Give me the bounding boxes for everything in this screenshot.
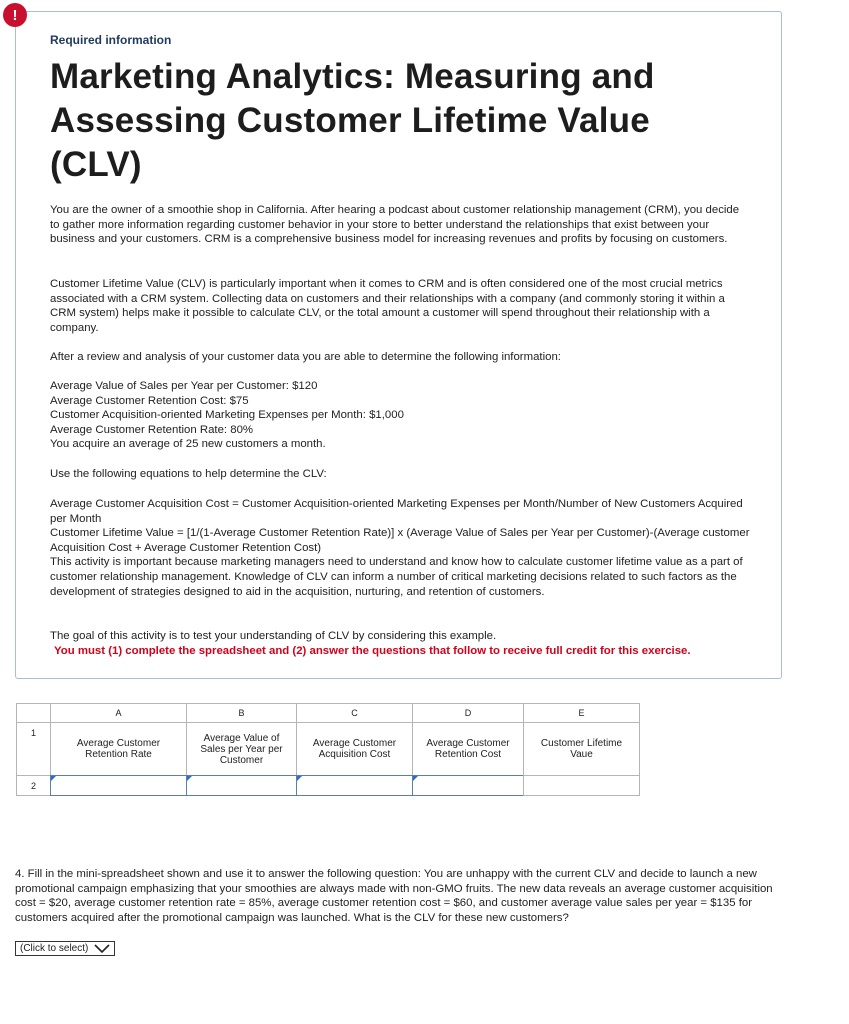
- output-clv: [523, 775, 640, 796]
- input-sales-per-year[interactable]: [186, 775, 297, 796]
- corner-cell: [16, 703, 51, 723]
- fact-item: Average Customer Retention Rate: 80%: [50, 423, 254, 436]
- fact-item: Customer Acquisition-oriented Marketing Expenses per Month: $1,000: [50, 409, 404, 422]
- equations-intro: Use the following equations to help determine the CLV:: [50, 468, 327, 480]
- row-header-2: 2: [16, 775, 51, 796]
- row-header-1: 1: [16, 722, 51, 776]
- answer-dropdown[interactable]: [15, 941, 115, 956]
- header-cell-acquisition-cost: Average Customer Acquisition Cost: [296, 722, 413, 776]
- equation-acquisition-cost: Average Customer Acquisition Cost = Customer Acquisition-oriented Marketing Expenses per Month/Number of New Customers Acquired per Month: [50, 498, 743, 525]
- input-retention-cost[interactable]: [412, 775, 524, 796]
- header-cell-retention-cost: Average Customer Retention Cost: [412, 722, 524, 776]
- facts-list: [50, 379, 750, 452]
- input-retention-rate[interactable]: [50, 775, 187, 796]
- chevron-down-icon: [94, 944, 110, 954]
- importance-paragraph: This activity is important because marketing managers need to understand and know how to calculate customer lifetime value as a part of customer relationship management. Knowledge of CLV can inform a number of critical marketing decisions related to such factors as the development of strategies designed to aid in the acquisition, nurturing, and retention of customers.: [50, 556, 743, 598]
- alert-icon: !: [3, 3, 27, 27]
- page-title: Marketing Analytics: Measuring and Assessing Customer Lifetime Value (CLV): [50, 57, 655, 184]
- intro-paragraph: You are the owner of a smoothie shop in California. After hearing a podcast about customer relationship management (CRM), you decide to gather more information regarding customer behavior in your store to better understand the relationships that exist between your business and your customers. CRM is a comprehensive business model for increasing revenues and profits by focusing on customers.: [50, 204, 740, 246]
- header-cell-sales-per-year: Average Value of Sales per Year per Customer: [186, 722, 297, 776]
- equations-block: [50, 497, 750, 599]
- review-paragraph: After a review and analysis of your customer data you are able to determine the following information:: [50, 351, 561, 363]
- clv-paragraph: Customer Lifetime Value (CLV) is particularly important when it comes to CRM and is often considered one of the most crucial metrics associated with a CRM system. Collecting data on customers and their relationships with a company (and commonly storing it within a CRM system) helps make it possible to calculate CLV, or the total amount a customer will spend throughout their relationship with a company.: [50, 278, 725, 334]
- column-header-a: A: [50, 703, 187, 723]
- column-header-c: C: [296, 703, 413, 723]
- required-information-panel: [15, 11, 782, 679]
- header-cell-retention-rate: Average Customer Retention Rate: [50, 722, 187, 776]
- fact-item: Average Customer Retention Cost: $75: [50, 394, 249, 407]
- column-header-e: E: [523, 703, 640, 723]
- goal-paragraph: The goal of this activity is to test your understanding of CLV by considering this example.: [50, 630, 497, 642]
- equation-clv: Customer Lifetime Value = [1/(1-Average Customer Retention Rate)] x (Average Value of Sales per Year per Customer)-(Average customer Acquisition Cost + Average Customer Retention Cost): [50, 527, 750, 554]
- credit-warning: You must (1) complete the spreadsheet and (2) answer the questions that follow to receive full credit for this exercise.: [54, 645, 691, 657]
- input-acquisition-cost[interactable]: [296, 775, 413, 796]
- question-4: 4. Fill in the mini-spreadsheet shown and use it to answer the following question: You are unhappy with the current CLV and decide to launch a new promotional campaign emphasizing that your smoothies are always made with non-GMO fruits. The new data reveals an average customer acquisition cost = $20, average customer retention rate = 85%, average customer retention cost = $60, and customer average value sales per year = $135 for customers acquired after the promotional campaign was launched. What is the CLV for these new customers?: [15, 868, 773, 924]
- fact-item: Average Value of Sales per Year per Customer: $120: [50, 380, 318, 392]
- column-header-d: D: [412, 703, 524, 723]
- fact-item: You acquire an average of 25 new customers a month.: [50, 438, 326, 451]
- dropdown-label: (Click to select): [20, 943, 89, 954]
- required-information-label: Required information: [50, 33, 172, 47]
- header-cell-clv: Customer Lifetime Vaue: [523, 722, 640, 776]
- column-header-b: B: [186, 703, 297, 723]
